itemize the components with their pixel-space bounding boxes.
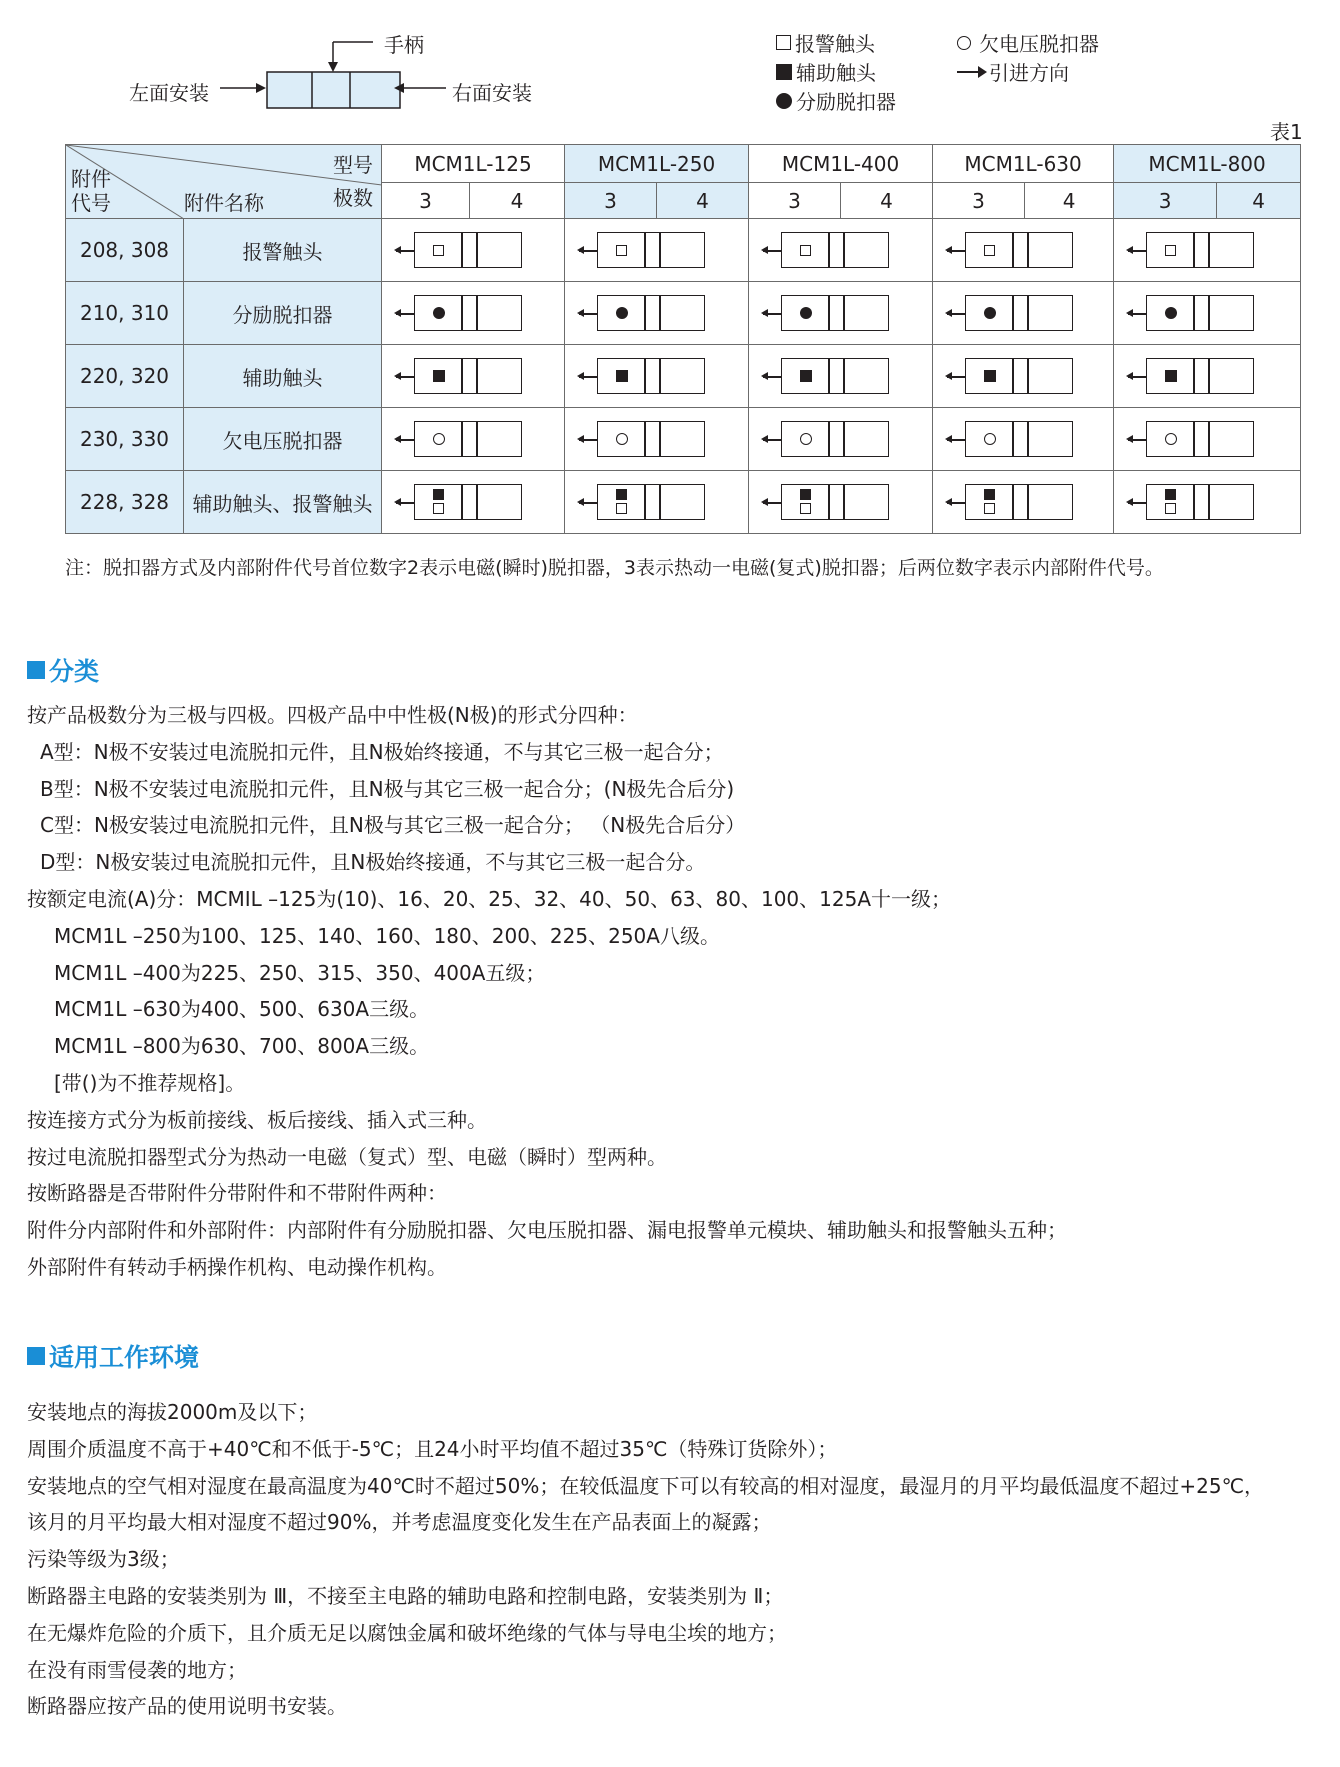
arrow-left-icon <box>396 502 414 504</box>
classification-line: A型：N极不安装过电流脱扣元件，且N极始终接通，不与其它三极一起合分； <box>40 739 724 764</box>
mounting-symbol-cell <box>382 408 565 471</box>
corner-model-label: 型号 <box>333 153 373 177</box>
environment-line: 在无爆炸危险的介质下，且介质无足以腐蚀金属和破坏绝缘的气体与导电尘埃的地方； <box>27 1620 787 1645</box>
table-row <box>66 471 1301 534</box>
pole-header: 4 <box>841 183 933 219</box>
legend-lead-in-direction: 引进方向 <box>957 57 1069 86</box>
arrow-left-icon <box>396 250 414 252</box>
mounting-symbol-cell <box>933 219 1114 282</box>
breaker-symbol <box>414 484 522 520</box>
filled-square-icon <box>800 370 812 382</box>
breaker-symbol <box>965 232 1073 268</box>
breaker-symbol <box>1146 421 1254 457</box>
accessory-code: 210, 310 <box>66 282 184 345</box>
environment-line: 污染等级为3级； <box>27 1547 180 1572</box>
arrow-left-icon <box>1128 439 1146 441</box>
mounting-symbol-cell <box>565 408 749 471</box>
environment-line: 安装地点的海拔2000m及以下； <box>27 1400 318 1424</box>
breaker-symbol <box>414 295 522 331</box>
filled-circle-icon <box>1165 307 1177 319</box>
arrow-left-icon <box>763 502 781 504</box>
filled-circle-icon <box>984 307 996 319</box>
arrow-left-icon <box>396 439 414 441</box>
corner-code-label: 附件代号 <box>71 167 111 215</box>
hollow-square-icon <box>616 245 627 256</box>
mounting-symbol-cell <box>1114 282 1301 345</box>
mounting-symbol-cell <box>1114 219 1301 282</box>
model-header: MCM1L-250 <box>565 145 749 183</box>
mounting-symbol-cell <box>1114 408 1301 471</box>
table-corner-cell <box>66 145 382 219</box>
corner-poles-label: 极数 <box>333 186 373 210</box>
environment-line: 安装地点的空气相对湿度在最高温度为40℃时不超过50%；在较低温度下可以有较高的相对湿度，最湿月的月平均最低温度不超过+25℃， <box>27 1473 1265 1498</box>
classification-line: MCM1L –250为100、125、140、160、180、200、225、250A八级。 <box>54 923 720 948</box>
breaker-symbol <box>597 358 705 394</box>
breaker-symbol <box>965 421 1073 457</box>
hollow-square-icon <box>616 503 627 514</box>
filled-square-icon <box>433 489 444 500</box>
arrow-left-icon <box>1128 502 1146 504</box>
legend-undervoltage-release: 欠电压脱扣器 <box>957 28 1099 57</box>
mounting-symbol-cell <box>749 408 933 471</box>
accessory-code: 228, 328 <box>66 471 184 534</box>
arrow-left-icon <box>579 376 597 378</box>
filled-square-icon <box>984 489 995 500</box>
breaker-symbol <box>965 358 1073 394</box>
pole-header: 4 <box>1217 183 1301 219</box>
arrow-left-icon <box>579 502 597 504</box>
pole-header: 4 <box>657 183 749 219</box>
classification-line: 按断路器是否带附件分带附件和不带附件两种： <box>27 1181 447 1206</box>
arrow-left-icon <box>947 376 965 378</box>
arrow-left-icon <box>396 376 414 378</box>
classification-line: C型：N极安装过电流脱扣元件，且N极与其它三极一起合分； （N极先合后分） <box>40 813 746 838</box>
breaker-symbol <box>1146 232 1254 268</box>
arrow-left-icon <box>1128 250 1146 252</box>
classification-line: 按过电流脱扣器型式分为热动一电磁（复式）型、电磁（瞬时）型两种。 <box>27 1144 667 1169</box>
classification-text <box>27 697 1067 1286</box>
filled-circle-icon <box>776 93 792 109</box>
filled-square-icon <box>776 64 792 80</box>
hollow-square-icon <box>984 503 995 514</box>
filled-circle-icon <box>616 307 628 319</box>
pole-header: 3 <box>933 183 1025 219</box>
section-bullet-icon <box>27 1347 45 1365</box>
filled-square-icon <box>984 370 996 382</box>
breaker-symbol <box>414 232 522 268</box>
classification-line: D型：N极安装过电流脱扣元件，且N极始终接通，不与其它三极一起合分。 <box>40 850 706 875</box>
model-header: MCM1L-800 <box>1114 145 1301 183</box>
environment-line: 断路器主电路的安装类别为 Ⅲ，不接至主电路的辅助电路和控制电路，安装类别为 Ⅱ； <box>27 1583 784 1608</box>
arrow-left-icon <box>579 250 597 252</box>
legend-alarm-contact: 报警触头 <box>776 28 875 57</box>
breaker-symbol <box>414 421 522 457</box>
mounting-symbol-cell <box>749 219 933 282</box>
accessory-code: 208, 308 <box>66 219 184 282</box>
mounting-symbol-cell <box>749 345 933 408</box>
breaker-symbol <box>414 358 522 394</box>
hollow-square-icon <box>776 35 791 50</box>
table-row <box>66 408 1301 471</box>
pole-header: 3 <box>1114 183 1217 219</box>
arrow-left-icon <box>763 313 781 315</box>
legend-aux-contact: 辅助触头 <box>776 57 876 86</box>
classification-line: 按连接方式分为板前接线、板后接线、插入式三种。 <box>27 1107 487 1132</box>
mounting-symbol-cell <box>382 345 565 408</box>
hollow-square-icon <box>984 245 995 256</box>
breaker-symbol <box>965 295 1073 331</box>
mounting-symbol-cell <box>565 471 749 534</box>
breaker-symbol <box>781 421 889 457</box>
breaker-symbol <box>781 358 889 394</box>
breaker-symbol <box>1146 484 1254 520</box>
classification-line: MCM1L –800为630、700、800A三级。 <box>54 1034 430 1059</box>
filled-square-icon <box>1165 489 1176 500</box>
arrow-left-icon <box>947 502 965 504</box>
filled-circle-icon <box>800 307 812 319</box>
table-label: 表1 <box>1270 120 1303 144</box>
classification-line: 按额定电流(A)分：MCMIL –125为(10)、16、20、25、32、40、50、63、80、100、125A十一级； <box>27 886 952 911</box>
breaker-symbol <box>597 484 705 520</box>
breaker-symbol <box>597 295 705 331</box>
accessory-code: 220, 320 <box>66 345 184 408</box>
hollow-circle-icon <box>433 433 445 445</box>
arrow-left-icon <box>763 250 781 252</box>
table-row <box>66 282 1301 345</box>
model-header: MCM1L-400 <box>749 145 933 183</box>
mounting-symbol-cell <box>565 282 749 345</box>
classification-line: MCM1L –400为225、250、315、350、400A五级； <box>54 960 546 985</box>
table-body <box>66 219 1301 534</box>
classification-line: 附件分内部附件和外部附件：内部附件有分励脱扣器、欠电压脱扣器、漏电报警单元模块、辅助触头和报警触头五种； <box>27 1218 1067 1243</box>
accessory-table <box>65 144 1301 534</box>
arrow-left-icon <box>763 439 781 441</box>
accessory-name: 报警触头 <box>184 219 382 282</box>
hollow-circle-icon <box>800 433 812 445</box>
arrow-left-icon <box>1128 313 1146 315</box>
classification-heading: 分类 <box>27 652 99 688</box>
classification-line: 按产品极数分为三极与四极。四极产品中中性极(N极)的形式分四种： <box>27 703 638 727</box>
hollow-circle-icon <box>957 36 971 50</box>
pole-header: 3 <box>565 183 657 219</box>
mounting-symbol-cell <box>933 282 1114 345</box>
model-header: MCM1L-630 <box>933 145 1114 183</box>
mounting-symbol-cell <box>933 408 1114 471</box>
hollow-circle-icon <box>984 433 996 445</box>
classification-line: 外部附件有转动手柄操作机构、电动操作机构。 <box>27 1254 447 1279</box>
mounting-symbol-cell <box>749 471 933 534</box>
legend-shunt-release: 分励脱扣器 <box>776 86 896 115</box>
filled-square-icon <box>616 489 627 500</box>
accessory-code: 230, 330 <box>66 408 184 471</box>
model-header: MCM1L-125 <box>382 145 565 183</box>
breaker-symbol <box>1146 295 1254 331</box>
hollow-square-icon <box>1165 245 1176 256</box>
breaker-symbol <box>781 295 889 331</box>
environment-line: 周围介质温度不高于+40℃和不低于-5℃；且24小时平均值不超过35℃（特殊订货除外）； <box>27 1436 838 1461</box>
arrow-left-icon <box>763 376 781 378</box>
corner-name-label: 附件名称 <box>184 191 264 215</box>
arrow-left-icon <box>1128 376 1146 378</box>
environment-line: 该月的月平均最大相对湿度不超过90%，并考虑温度变化发生在产品表面上的凝露； <box>27 1510 772 1535</box>
mounting-symbol-cell <box>382 219 565 282</box>
breaker-symbol <box>781 232 889 268</box>
environment-line: 断路器应按产品的使用说明书安装。 <box>27 1694 347 1719</box>
right-mount-label: 右面安装 <box>452 81 532 105</box>
filled-square-icon <box>1165 370 1177 382</box>
mounting-symbol-cell <box>382 282 565 345</box>
table-note: 注：脱扣器方式及内部附件代号首位数字2表示电磁(瞬时)脱扣器，3表示热动一电磁(复式)脱扣器；后两位数字表示内部附件代号。 <box>65 557 1164 579</box>
breaker-symbol <box>1146 358 1254 394</box>
environment-line: 在没有雨雪侵袭的地方； <box>27 1657 247 1682</box>
arrow-left-icon <box>579 439 597 441</box>
table-row <box>66 345 1301 408</box>
filled-square-icon <box>433 370 445 382</box>
section-bullet-icon <box>27 661 45 679</box>
arrow-right-icon <box>957 71 985 73</box>
arrow-left-icon <box>947 313 965 315</box>
hollow-square-icon <box>433 503 444 514</box>
arrow-left-icon <box>947 439 965 441</box>
arrow-left-icon <box>947 250 965 252</box>
table-row <box>66 219 1301 282</box>
hollow-square-icon <box>800 503 811 514</box>
mounting-symbol-cell <box>565 219 749 282</box>
classification-line: B型：N极不安装过电流脱扣元件，且N极与其它三极一起合分；(N极先合后分) <box>40 776 735 801</box>
handle-label: 手柄 <box>384 33 424 57</box>
filled-circle-icon <box>433 307 445 319</box>
mounting-symbol-cell <box>1114 345 1301 408</box>
accessory-name: 辅助触头 <box>184 345 382 408</box>
hollow-circle-icon <box>1165 433 1177 445</box>
pole-header: 4 <box>470 183 565 219</box>
breaker-symbol <box>781 484 889 520</box>
pole-header: 4 <box>1025 183 1114 219</box>
filled-square-icon <box>616 370 628 382</box>
right-mount-arrow <box>390 75 450 105</box>
mounting-diagram-shape <box>210 28 410 113</box>
mounting-symbol-cell <box>933 471 1114 534</box>
breaker-symbol <box>597 421 705 457</box>
accessory-name: 辅助触头、报警触头 <box>184 471 382 534</box>
classification-line: [带()为不推荐规格]。 <box>54 1070 246 1095</box>
mounting-symbol-cell <box>749 282 933 345</box>
filled-square-icon <box>800 489 811 500</box>
arrow-left-icon <box>396 313 414 315</box>
mounting-symbol-cell <box>565 345 749 408</box>
mounting-symbol-cell <box>1114 471 1301 534</box>
environment-heading: 适用工作环境 <box>27 1338 199 1374</box>
arrow-left-icon <box>579 313 597 315</box>
hollow-square-icon <box>433 245 444 256</box>
mounting-symbol-cell <box>933 345 1114 408</box>
left-mount-label: 左面安装 <box>129 81 209 105</box>
accessory-name: 分励脱扣器 <box>184 282 382 345</box>
mounting-symbol-cell <box>382 471 565 534</box>
environment-text <box>27 1394 1264 1725</box>
breaker-symbol <box>597 232 705 268</box>
pole-header: 3 <box>749 183 841 219</box>
hollow-square-icon <box>800 245 811 256</box>
accessory-name: 欠电压脱扣器 <box>184 408 382 471</box>
hollow-circle-icon <box>616 433 628 445</box>
hollow-square-icon <box>1165 503 1176 514</box>
classification-line: MCM1L –630为400、500、630A三级。 <box>54 997 430 1022</box>
pole-header: 3 <box>382 183 470 219</box>
breaker-symbol <box>965 484 1073 520</box>
